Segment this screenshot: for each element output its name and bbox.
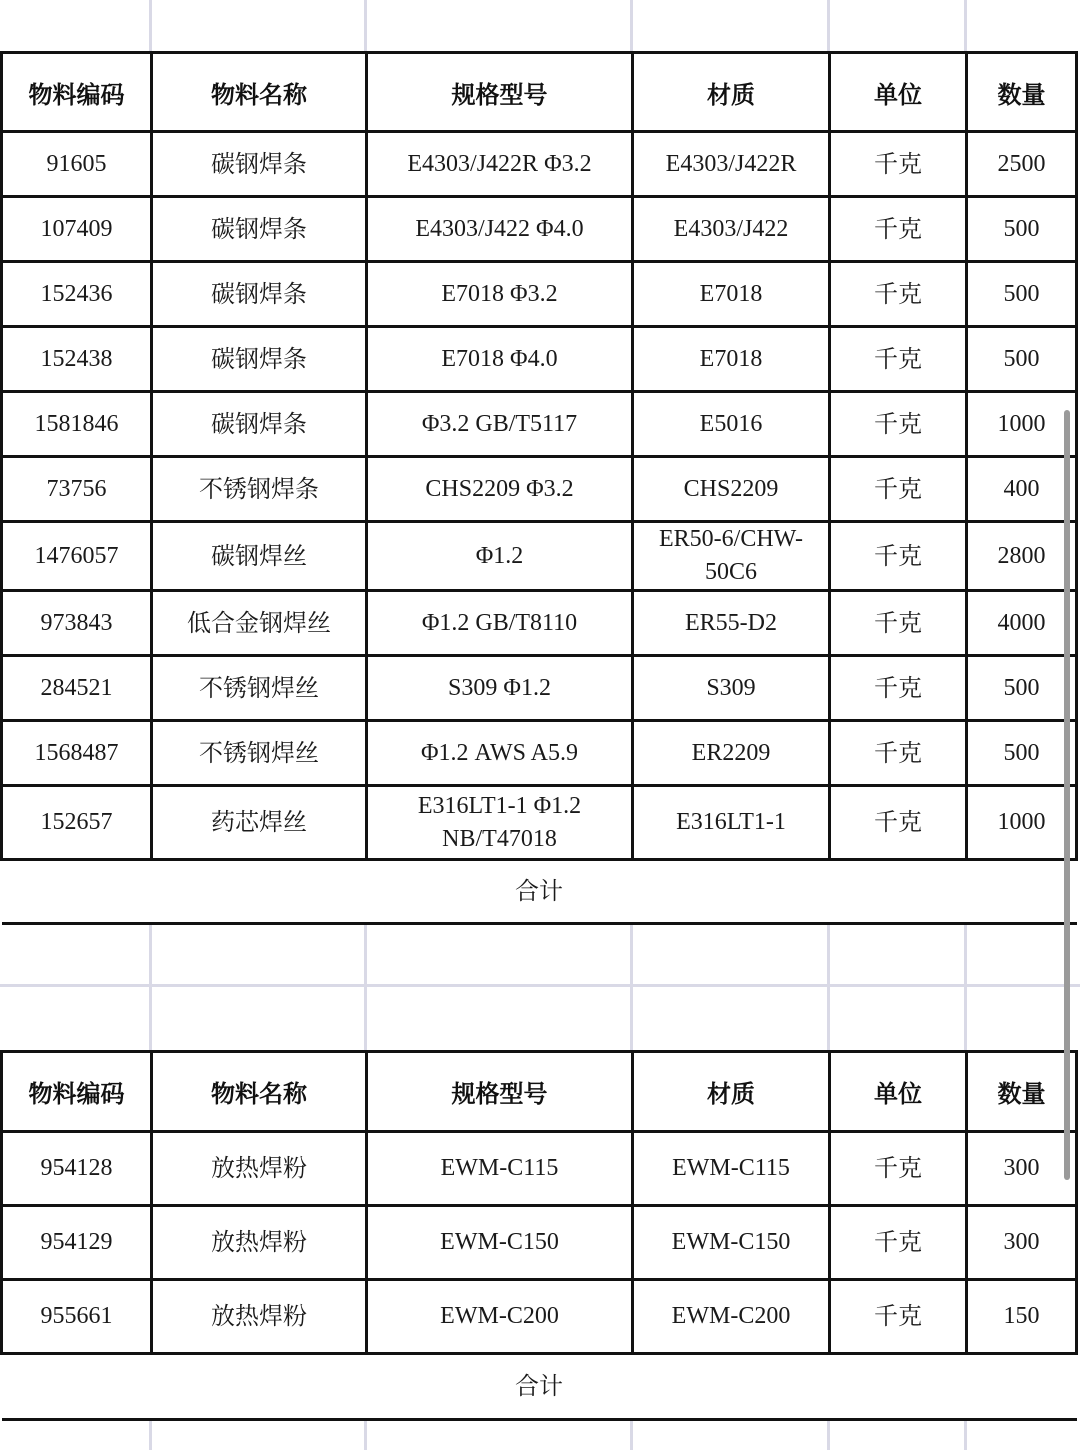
cell-material-code: 1476057 bbox=[2, 522, 152, 591]
cell-quantity: 300 bbox=[967, 1206, 1077, 1280]
cell-quantity: 300 bbox=[967, 1132, 1077, 1206]
table-row bbox=[2, 262, 1077, 327]
cell-quantity: 400 bbox=[967, 457, 1077, 522]
cell-quantity: 2800 bbox=[967, 522, 1077, 591]
header-material: 材质 bbox=[633, 53, 830, 132]
total-row bbox=[2, 1354, 1077, 1420]
cell-material-code: 152438 bbox=[2, 327, 152, 392]
cell-spec-model: Φ3.2 GB/T5117 bbox=[367, 392, 633, 457]
grid-line bbox=[630, 1416, 633, 1450]
grid-line bbox=[630, 920, 633, 1050]
cell-spec-model: E7018 Φ4.0 bbox=[367, 327, 633, 392]
header-row bbox=[2, 1052, 1077, 1132]
cell-material-code: 73756 bbox=[2, 457, 152, 522]
cell-material-code: 955661 bbox=[2, 1280, 152, 1354]
cell-material: EWM-C115 bbox=[633, 1132, 830, 1206]
cell-material: ER2209 bbox=[633, 721, 830, 786]
cell-material-name: 不锈钢焊条 bbox=[152, 457, 367, 522]
cell-quantity: 2500 bbox=[967, 132, 1077, 197]
cell-material: CHS2209 bbox=[633, 457, 830, 522]
cell-unit: 千克 bbox=[830, 1206, 967, 1280]
cell-material-name: 不锈钢焊丝 bbox=[152, 721, 367, 786]
cell-material-name: 低合金钢焊丝 bbox=[152, 591, 367, 656]
cell-material-code: 954128 bbox=[2, 1132, 152, 1206]
cell-spec-model: E316LT1-1 Φ1.2 NB/T47018 bbox=[367, 786, 633, 860]
grid-line bbox=[364, 0, 367, 52]
cell-material-name: 药芯焊丝 bbox=[152, 786, 367, 860]
cell-material-name: 碳钢焊条 bbox=[152, 327, 367, 392]
cell-material-code: 152436 bbox=[2, 262, 152, 327]
table-row bbox=[2, 327, 1077, 392]
cell-unit: 千克 bbox=[830, 132, 967, 197]
cell-material-code: 91605 bbox=[2, 132, 152, 197]
cell-quantity: 1000 bbox=[967, 392, 1077, 457]
total-label: 合计 bbox=[2, 860, 1077, 924]
total-label: 合计 bbox=[2, 1354, 1077, 1420]
cell-unit: 千克 bbox=[830, 522, 967, 591]
cell-material: S309 bbox=[633, 656, 830, 721]
cell-quantity: 150 bbox=[967, 1280, 1077, 1354]
cell-spec-model: EWM-C115 bbox=[367, 1132, 633, 1206]
cell-material-code: 954129 bbox=[2, 1206, 152, 1280]
grid-line bbox=[630, 0, 633, 52]
cell-material: E7018 bbox=[633, 327, 830, 392]
cell-spec-model: Φ1.2 GB/T8110 bbox=[367, 591, 633, 656]
cell-unit: 千克 bbox=[830, 1280, 967, 1354]
vertical-scrollbar[interactable] bbox=[1064, 410, 1070, 1180]
table-row bbox=[2, 522, 1077, 591]
grid-line bbox=[827, 920, 830, 1050]
cell-material-name: 放热焊粉 bbox=[152, 1280, 367, 1354]
cell-material: E316LT1-1 bbox=[633, 786, 830, 860]
cell-material: ER55-D2 bbox=[633, 591, 830, 656]
cell-material: EWM-C200 bbox=[633, 1280, 830, 1354]
cell-material: ER50-6/CHW-50C6 bbox=[633, 522, 830, 591]
cell-quantity: 500 bbox=[967, 262, 1077, 327]
header-quantity: 数量 bbox=[967, 1052, 1077, 1132]
grid-line bbox=[149, 0, 152, 52]
cell-material: E5016 bbox=[633, 392, 830, 457]
grid-line bbox=[964, 0, 967, 52]
cell-unit: 千克 bbox=[830, 591, 967, 656]
grid-line bbox=[0, 984, 1080, 987]
table-row bbox=[2, 721, 1077, 786]
cell-spec-model: EWM-C150 bbox=[367, 1206, 633, 1280]
grid-line bbox=[149, 920, 152, 1050]
cell-unit: 千克 bbox=[830, 327, 967, 392]
cell-quantity: 500 bbox=[967, 721, 1077, 786]
cell-material-name: 不锈钢焊丝 bbox=[152, 656, 367, 721]
header-unit: 单位 bbox=[830, 1052, 967, 1132]
cell-spec-model: E4303/J422R Φ3.2 bbox=[367, 132, 633, 197]
cell-material-name: 碳钢焊条 bbox=[152, 132, 367, 197]
cell-unit: 千克 bbox=[830, 1132, 967, 1206]
table-row bbox=[2, 457, 1077, 522]
cell-quantity: 500 bbox=[967, 656, 1077, 721]
cell-spec-model: S309 Φ1.2 bbox=[367, 656, 633, 721]
cell-spec-model: Φ1.2 bbox=[367, 522, 633, 591]
materials-table-1 bbox=[0, 51, 1078, 925]
cell-spec-model: Φ1.2 AWS A5.9 bbox=[367, 721, 633, 786]
cell-material-code: 1581846 bbox=[2, 392, 152, 457]
table-row bbox=[2, 1206, 1077, 1280]
materials-table-2 bbox=[0, 1050, 1078, 1421]
cell-unit: 千克 bbox=[830, 786, 967, 860]
cell-material-name: 放热焊粉 bbox=[152, 1206, 367, 1280]
grid-line bbox=[964, 1416, 967, 1450]
cell-unit: 千克 bbox=[830, 457, 967, 522]
cell-material-code: 1568487 bbox=[2, 721, 152, 786]
cell-material: E4303/J422R bbox=[633, 132, 830, 197]
cell-material-code: 284521 bbox=[2, 656, 152, 721]
cell-material: E7018 bbox=[633, 262, 830, 327]
table-row bbox=[2, 1280, 1077, 1354]
header-unit: 单位 bbox=[830, 53, 967, 132]
cell-material-name: 碳钢焊条 bbox=[152, 392, 367, 457]
cell-material-code: 152657 bbox=[2, 786, 152, 860]
header-material: 材质 bbox=[633, 1052, 830, 1132]
cell-quantity: 1000 bbox=[967, 786, 1077, 860]
header-material-code: 物料编码 bbox=[2, 53, 152, 132]
cell-material-name: 碳钢焊条 bbox=[152, 197, 367, 262]
table-row bbox=[2, 132, 1077, 197]
grid-line bbox=[827, 1416, 830, 1450]
header-material-name: 物料名称 bbox=[152, 1052, 367, 1132]
header-quantity: 数量 bbox=[967, 53, 1077, 132]
cell-material-code: 107409 bbox=[2, 197, 152, 262]
header-material-name: 物料名称 bbox=[152, 53, 367, 132]
grid-line bbox=[364, 920, 367, 1050]
table-row bbox=[2, 1132, 1077, 1206]
cell-spec-model: EWM-C200 bbox=[367, 1280, 633, 1354]
header-row bbox=[2, 53, 1077, 132]
table-row bbox=[2, 591, 1077, 656]
cell-spec-model: CHS2209 Φ3.2 bbox=[367, 457, 633, 522]
header-material-code: 物料编码 bbox=[2, 1052, 152, 1132]
cell-unit: 千克 bbox=[830, 721, 967, 786]
table-row bbox=[2, 197, 1077, 262]
cell-material-name: 碳钢焊丝 bbox=[152, 522, 367, 591]
cell-unit: 千克 bbox=[830, 197, 967, 262]
header-spec-model: 规格型号 bbox=[367, 1052, 633, 1132]
cell-spec-model: E4303/J422 Φ4.0 bbox=[367, 197, 633, 262]
grid-line bbox=[827, 0, 830, 52]
table-row bbox=[2, 392, 1077, 457]
cell-unit: 千克 bbox=[830, 392, 967, 457]
table-row bbox=[2, 786, 1077, 860]
grid-line bbox=[964, 920, 967, 1050]
cell-material-code: 973843 bbox=[2, 591, 152, 656]
cell-quantity: 500 bbox=[967, 327, 1077, 392]
cell-material: EWM-C150 bbox=[633, 1206, 830, 1280]
table-row bbox=[2, 656, 1077, 721]
total-row bbox=[2, 860, 1077, 924]
cell-quantity: 4000 bbox=[967, 591, 1077, 656]
cell-material-name: 碳钢焊条 bbox=[152, 262, 367, 327]
cell-quantity: 500 bbox=[967, 197, 1077, 262]
cell-unit: 千克 bbox=[830, 656, 967, 721]
cell-unit: 千克 bbox=[830, 262, 967, 327]
grid-line bbox=[364, 1416, 367, 1450]
cell-spec-model: E7018 Φ3.2 bbox=[367, 262, 633, 327]
cell-material: E4303/J422 bbox=[633, 197, 830, 262]
grid-line bbox=[149, 1416, 152, 1450]
cell-material-name: 放热焊粉 bbox=[152, 1132, 367, 1206]
header-spec-model: 规格型号 bbox=[367, 53, 633, 132]
